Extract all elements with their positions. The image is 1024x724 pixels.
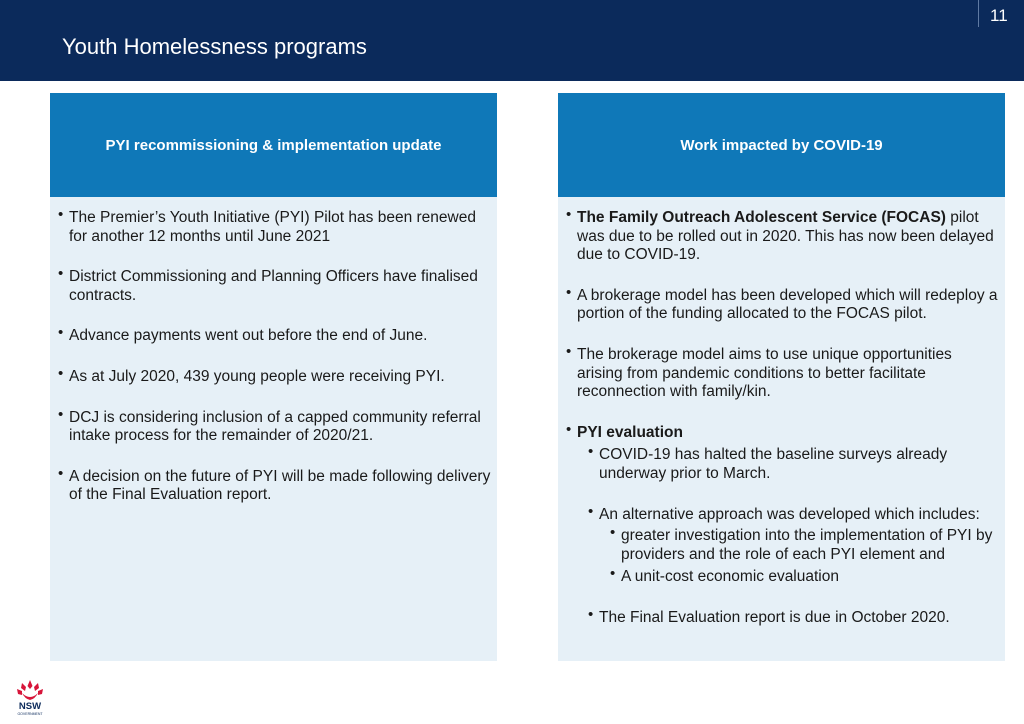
sub-sub-list-item: • A unit-cost economic evaluation: [610, 568, 999, 587]
list-item: • The Premier’s Youth Initiative (PYI) Pilot has been renewed for another 12 months until June 2021: [58, 209, 491, 246]
right-panel-body: [558, 197, 1005, 628]
sub-list-item: • The Final Evaluation report is due in October 2020.: [588, 609, 999, 628]
sub-list-item-text: An alternative approach was developed which includes:: [599, 505, 980, 523]
sub-list-item: [588, 506, 999, 587]
slide-title: Youth Homelessness programs: [62, 34, 367, 59]
page-number: 11: [990, 6, 1008, 25]
sub-sub-bullet-list: [610, 527, 999, 587]
left-panel-body: [50, 197, 497, 505]
list-item: [566, 424, 999, 628]
logo-subtext: GOVERNMENT: [17, 712, 43, 716]
list-item: [566, 209, 999, 265]
list-item: • DCJ is considering inclusion of a capped community referral intake process for the remainder of 2020/21.: [58, 409, 491, 446]
focas-bold-text: The Family Outreach Adolescent Service (FOCAS): [577, 209, 946, 226]
pyi-evaluation-heading: PYI evaluation: [577, 423, 683, 441]
left-panel: [50, 93, 497, 661]
sub-bullet-list: [588, 446, 999, 627]
list-item: • A brokerage model has been developed which will redeploy a portion of the funding allocated to the FOCAS pilot.: [566, 287, 999, 324]
list-item: • The brokerage model aims to use unique opportunities arising from pandemic conditions to better facilitate reconnection with family/kin.: [566, 346, 999, 402]
left-panel-heading: PYI recommissioning & implementation update: [50, 93, 497, 197]
left-bullet-list: [58, 209, 491, 505]
list-item: • As at July 2020, 439 young people were receiving PYI.: [58, 368, 491, 387]
list-item: • A decision on the future of PYI will be made following delivery of the Final Evaluation report.: [58, 468, 491, 505]
list-item: • Advance payments went out before the end of June.: [58, 327, 491, 346]
header-band: [0, 0, 1024, 81]
right-panel-heading: Work impacted by COVID-19: [558, 93, 1005, 197]
sub-list-item: • COVID-19 has halted the baseline surveys already underway prior to March.: [588, 446, 999, 483]
nsw-government-logo: [13, 679, 47, 717]
focas-text: pilot was due to be rolled out in 2020. This has now been delayed due to COVID-19.: [577, 209, 994, 264]
logo-wordmark: NSW: [18, 701, 42, 712]
right-panel: [558, 93, 1005, 661]
waratah-icon: [17, 680, 43, 700]
right-bullet-list: [566, 209, 999, 628]
page-number-divider: [978, 0, 979, 27]
list-item: • District Commissioning and Planning Officers have finalised contracts.: [58, 268, 491, 305]
sub-sub-list-item: • greater investigation into the implementation of PYI by providers and the role of each PYI element and: [610, 527, 999, 564]
